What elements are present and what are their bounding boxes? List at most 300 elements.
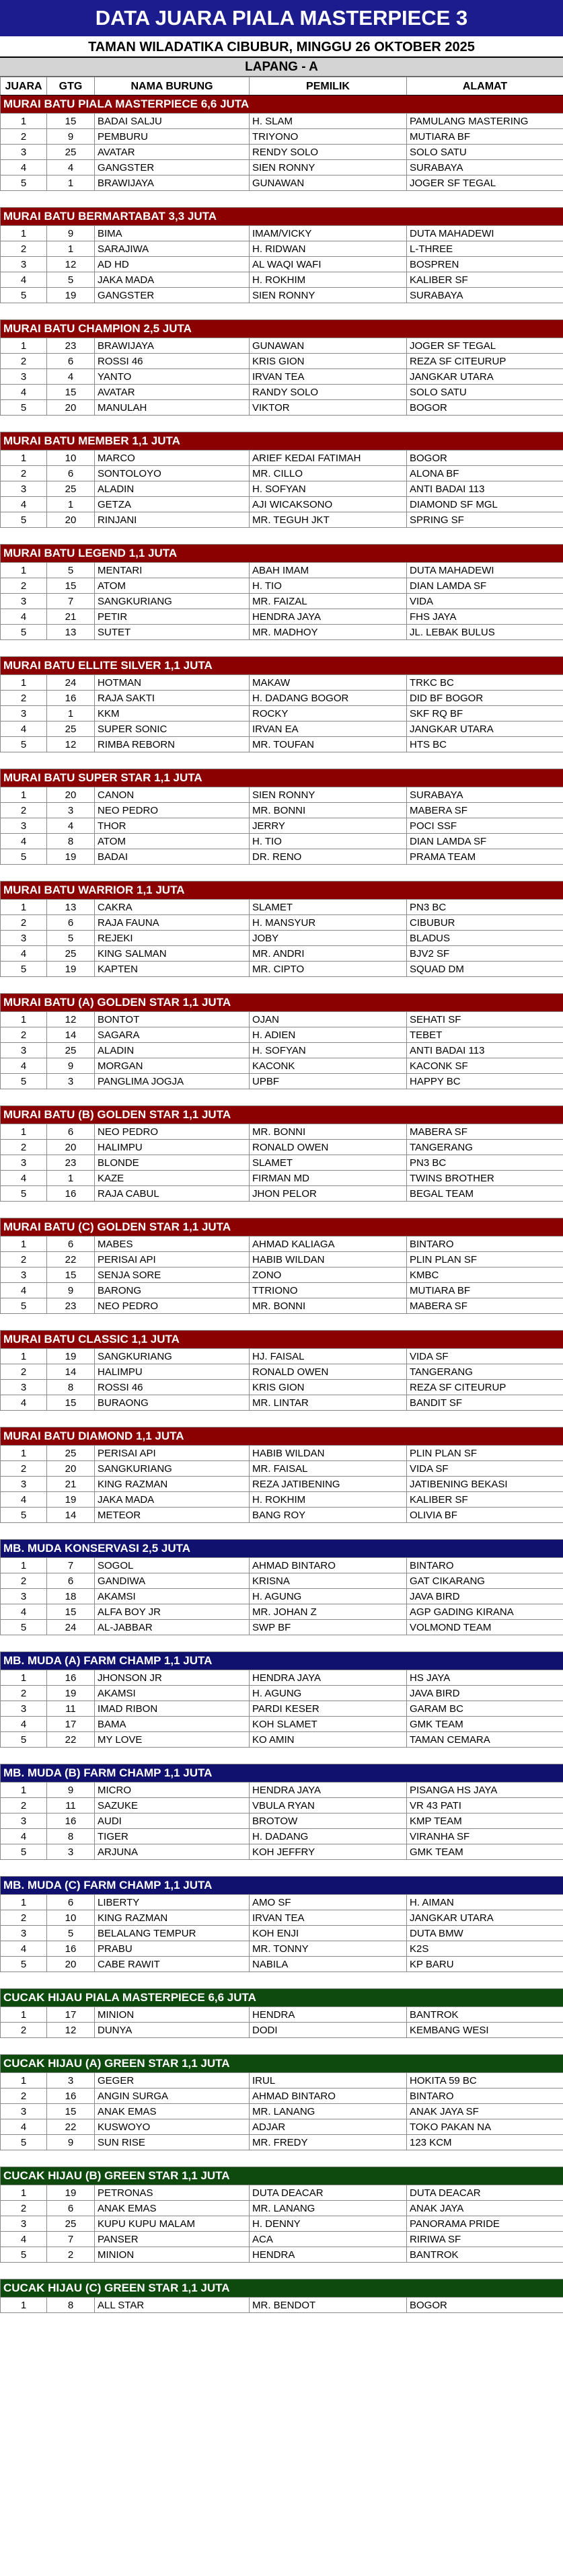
alamat-cell: HAPPY BC <box>407 1074 563 1089</box>
nama-burung-cell: MICRO <box>95 1783 250 1798</box>
nama-burung-cell: ANGIN SURGA <box>95 2089 250 2104</box>
section-title: MURAI BATU CLASSIC 1,1 JUTA <box>1 1331 563 1349</box>
juara-cell: 5 <box>1 288 47 303</box>
alamat-cell: VOLMOND TEAM <box>407 1620 563 1635</box>
nama-burung-cell: CABE RAWIT <box>95 1957 250 1972</box>
pemilik-cell: ARIEF KEDAI FATIMAH <box>250 451 407 466</box>
section-title: MURAI BATU MEMBER 1,1 JUTA <box>1 432 563 451</box>
table-row <box>1 594 563 609</box>
nama-burung-cell: KUPU KUPU MALAM <box>95 2216 250 2232</box>
gtg-cell: 24 <box>47 1620 95 1635</box>
table-row <box>1 1701 563 1717</box>
col-gtg: GTG <box>47 77 95 95</box>
juara-cell: 1 <box>1 1895 47 1910</box>
section-header <box>1 994 563 1012</box>
juara-cell: 4 <box>1 2119 47 2135</box>
juara-cell: 3 <box>1 2216 47 2232</box>
section-header <box>1 1989 563 2007</box>
section-title: MURAI BATU (A) GOLDEN STAR 1,1 JUTA <box>1 994 563 1012</box>
nama-burung-cell: PRABU <box>95 1941 250 1957</box>
juara-cell: 4 <box>1 1492 47 1508</box>
alamat-cell: DIAN LAMDA SF <box>407 834 563 849</box>
col-alamat: ALAMAT <box>407 77 563 95</box>
juara-cell: 5 <box>1 625 47 640</box>
gtg-cell: 6 <box>47 1237 95 1252</box>
nama-burung-cell: RIMBA REBORN <box>95 737 250 752</box>
section-header <box>1 1106 563 1124</box>
pemilik-cell: MR. MADHOY <box>250 625 407 640</box>
section-spacer <box>1 1860 563 1877</box>
juara-cell: 3 <box>1 1701 47 1717</box>
pemilik-cell: DUTA DEACAR <box>250 2185 407 2201</box>
gtg-cell: 1 <box>47 497 95 512</box>
pemilik-cell: AL WAQI WAFI <box>250 257 407 272</box>
juara-cell: 2 <box>1 803 47 818</box>
section-header <box>1 432 563 451</box>
alamat-cell: BINTARO <box>407 2089 563 2104</box>
pemilik-cell: AHMAD BINTARO <box>250 2089 407 2104</box>
alamat-cell: GAT CIKARANG <box>407 1573 563 1589</box>
alamat-cell: MABERA SF <box>407 1124 563 1140</box>
pemilik-cell: SLAMET <box>250 900 407 915</box>
gtg-cell: 4 <box>47 818 95 834</box>
alamat-cell: JAVA BIRD <box>407 1589 563 1604</box>
alamat-cell: GARAM BC <box>407 1701 563 1717</box>
gtg-cell: 20 <box>47 1957 95 1972</box>
juara-cell: 5 <box>1 1620 47 1635</box>
alamat-cell: PLIN PLAN SF <box>407 1446 563 1461</box>
gtg-cell: 25 <box>47 1446 95 1461</box>
pemilik-cell: MR. BENDOT <box>250 2298 407 2313</box>
section-header <box>1 1331 563 1349</box>
column-header-row <box>1 77 563 95</box>
table-row <box>1 1283 563 1298</box>
section-header <box>1 769 563 787</box>
juara-cell: 4 <box>1 1829 47 1844</box>
gtg-cell: 20 <box>47 400 95 416</box>
pemilik-cell: IRUL <box>250 2073 407 2089</box>
nama-burung-cell: KKM <box>95 706 250 721</box>
gtg-cell: 1 <box>47 241 95 257</box>
juara-cell: 5 <box>1 1074 47 1089</box>
juara-cell: 3 <box>1 1926 47 1941</box>
pemilik-cell: VBULA RYAN <box>250 1798 407 1813</box>
section-header <box>1 1428 563 1446</box>
table-row <box>1 1395 563 1411</box>
table-row <box>1 1813 563 1829</box>
juara-cell: 1 <box>1 1446 47 1461</box>
nama-burung-cell: ALADIN <box>95 1043 250 1058</box>
gtg-cell: 21 <box>47 1477 95 1492</box>
juara-cell: 1 <box>1 675 47 691</box>
juara-cell: 3 <box>1 1380 47 1395</box>
pemilik-cell: ACA <box>250 2232 407 2247</box>
juara-cell: 3 <box>1 931 47 946</box>
nama-burung-cell: REJEKI <box>95 931 250 946</box>
gtg-cell: 20 <box>47 787 95 803</box>
nama-burung-cell: KAPTEN <box>95 962 250 977</box>
juara-cell: 1 <box>1 2185 47 2201</box>
pemilik-cell: SIEN RONNY <box>250 160 407 175</box>
gtg-cell: 17 <box>47 1717 95 1732</box>
nama-burung-cell: MINION <box>95 2247 250 2263</box>
alamat-cell: VIDA <box>407 594 563 609</box>
pemilik-cell: H. TIO <box>250 578 407 594</box>
gtg-cell: 7 <box>47 594 95 609</box>
juara-cell: 5 <box>1 737 47 752</box>
col-nama-burung: NAMA BURUNG <box>95 77 250 95</box>
gtg-cell: 15 <box>47 2104 95 2119</box>
pemilik-cell: H. TIO <box>250 834 407 849</box>
gtg-cell: 6 <box>47 2201 95 2216</box>
alamat-cell: BANDIT SF <box>407 1395 563 1411</box>
gtg-cell: 8 <box>47 834 95 849</box>
section-spacer <box>1 1972 563 1989</box>
pemilik-cell: OJAN <box>250 1012 407 1027</box>
table-row <box>1 1074 563 1089</box>
pemilik-cell: MR. CIPTO <box>250 962 407 977</box>
nama-burung-cell: LIBERTY <box>95 1895 250 1910</box>
section-spacer <box>1 2038 563 2055</box>
table-row <box>1 385 563 400</box>
pemilik-cell: MR. TOUFAN <box>250 737 407 752</box>
juara-cell: 5 <box>1 962 47 977</box>
alamat-cell: HTS BC <box>407 737 563 752</box>
pemilik-cell: NABILA <box>250 1957 407 1972</box>
alamat-cell: ANAK JAYA SF <box>407 2104 563 2119</box>
table-row <box>1 1492 563 1508</box>
juara-cell: 4 <box>1 1283 47 1298</box>
nama-burung-cell: AVATAR <box>95 145 250 160</box>
juara-cell: 5 <box>1 1957 47 1972</box>
pemilik-cell: H. SOFYAN <box>250 481 407 497</box>
juara-cell: 1 <box>1 1012 47 1027</box>
gtg-cell: 9 <box>47 1283 95 1298</box>
pemilik-cell: ROCKY <box>250 706 407 721</box>
alamat-cell: ANAK JAYA <box>407 2201 563 2216</box>
pemilik-cell: H. SLAM <box>250 114 407 129</box>
table-row <box>1 1380 563 1395</box>
table-row <box>1 706 563 721</box>
juara-cell: 1 <box>1 114 47 129</box>
table-row <box>1 338 563 354</box>
pemilik-cell: RONALD OWEN <box>250 1140 407 1155</box>
table-row <box>1 1844 563 1860</box>
pemilik-cell: MR. LANANG <box>250 2104 407 2119</box>
pemilik-cell: FIRMAN MD <box>250 1171 407 1186</box>
gtg-cell: 10 <box>47 1910 95 1926</box>
table-row <box>1 1829 563 1844</box>
gtg-cell: 19 <box>47 1349 95 1364</box>
gtg-cell: 5 <box>47 1926 95 1941</box>
section-spacer <box>1 1635 563 1652</box>
alamat-cell: KEMBANG WESI <box>407 2023 563 2038</box>
alamat-cell: SQUAD DM <box>407 962 563 977</box>
table-row <box>1 451 563 466</box>
gtg-cell: 22 <box>47 2119 95 2135</box>
juara-cell: 4 <box>1 497 47 512</box>
alamat-cell: ANTI BADAI 113 <box>407 1043 563 1058</box>
section-header <box>1 882 563 900</box>
juara-cell: 4 <box>1 1171 47 1186</box>
table-row <box>1 1171 563 1186</box>
nama-burung-cell: CANON <box>95 787 250 803</box>
pemilik-cell: KRIS GION <box>250 354 407 369</box>
table-row <box>1 1461 563 1477</box>
table-row <box>1 2007 563 2023</box>
gtg-cell: 19 <box>47 849 95 865</box>
table-row <box>1 1349 563 1364</box>
nama-burung-cell: PERISAI API <box>95 1252 250 1267</box>
alamat-cell: BOGOR <box>407 400 563 416</box>
juara-cell: 1 <box>1 2007 47 2023</box>
section-header <box>1 2167 563 2185</box>
table-row <box>1 675 563 691</box>
gtg-cell: 17 <box>47 2007 95 2023</box>
nama-burung-cell: MARCO <box>95 451 250 466</box>
table-row <box>1 691 563 706</box>
gtg-cell: 6 <box>47 1895 95 1910</box>
alamat-cell: GMK TEAM <box>407 1717 563 1732</box>
nama-burung-cell: SANGKURIANG <box>95 1461 250 1477</box>
nama-burung-cell: SUN RISE <box>95 2135 250 2150</box>
pemilik-cell: MR. CILLO <box>250 466 407 481</box>
gtg-cell: 1 <box>47 175 95 191</box>
juara-cell: 5 <box>1 2135 47 2150</box>
alamat-cell: BOGOR <box>407 451 563 466</box>
gtg-cell: 16 <box>47 691 95 706</box>
nama-burung-cell: ARJUNA <box>95 1844 250 1860</box>
pemilik-cell: KOH SLAMET <box>250 1717 407 1732</box>
pemilik-cell: MR. BONNI <box>250 803 407 818</box>
gtg-cell: 22 <box>47 1732 95 1748</box>
table-row <box>1 787 563 803</box>
table-row <box>1 1124 563 1140</box>
section-title: CUCAK HIJAU PIALA MASTERPIECE 6,6 JUTA <box>1 1989 563 2007</box>
pemilik-cell: PARDI KESER <box>250 1701 407 1717</box>
section-title: MURAI BATU (C) GOLDEN STAR 1,1 JUTA <box>1 1218 563 1237</box>
nama-burung-cell: ANAK EMAS <box>95 2104 250 2119</box>
table-row <box>1 2089 563 2104</box>
nama-burung-cell: GANGSTER <box>95 288 250 303</box>
juara-cell: 3 <box>1 1477 47 1492</box>
alamat-cell: BINTARO <box>407 1558 563 1573</box>
juara-cell: 2 <box>1 1573 47 1589</box>
table-row <box>1 1186 563 1202</box>
nama-burung-cell: AKAMSI <box>95 1686 250 1701</box>
juara-cell: 2 <box>1 1686 47 1701</box>
pemilik-cell: SIEN RONNY <box>250 787 407 803</box>
section-spacer <box>1 752 563 769</box>
juara-cell: 1 <box>1 900 47 915</box>
nama-burung-cell: BRAWIJAYA <box>95 338 250 354</box>
alamat-cell: ALONA BF <box>407 466 563 481</box>
section-spacer <box>1 303 563 320</box>
gtg-cell: 8 <box>47 2298 95 2313</box>
juara-cell: 2 <box>1 691 47 706</box>
pemilik-cell: VIKTOR <box>250 400 407 416</box>
nama-burung-cell: RINJANI <box>95 512 250 528</box>
nama-burung-cell: PETRONAS <box>95 2185 250 2201</box>
alamat-cell: BOGOR <box>407 2298 563 2313</box>
nama-burung-cell: SANGKURIANG <box>95 1349 250 1364</box>
alamat-cell: JANGKAR UTARA <box>407 721 563 737</box>
juara-cell: 4 <box>1 1395 47 1411</box>
nama-burung-cell: BARONG <box>95 1283 250 1298</box>
pemilik-cell: MR. BONNI <box>250 1298 407 1314</box>
pemilik-cell: H. ADIEN <box>250 1027 407 1043</box>
nama-burung-cell: AUDI <box>95 1813 250 1829</box>
section-spacer <box>1 865 563 882</box>
juara-cell: 4 <box>1 1604 47 1620</box>
pemilik-cell: H. MANSYUR <box>250 915 407 931</box>
alamat-cell: AGP GADING KIRANA <box>407 1604 563 1620</box>
alamat-cell: SKF RQ BF <box>407 706 563 721</box>
pemilik-cell: H. DADANG BOGOR <box>250 691 407 706</box>
alamat-cell: BLADUS <box>407 931 563 946</box>
section-header <box>1 1540 563 1558</box>
gtg-cell: 24 <box>47 675 95 691</box>
table-row <box>1 2023 563 2038</box>
gtg-cell: 9 <box>47 2135 95 2150</box>
table-row <box>1 129 563 145</box>
juara-cell: 3 <box>1 1043 47 1058</box>
alamat-cell: VIDA SF <box>407 1349 563 1364</box>
gtg-cell: 1 <box>47 706 95 721</box>
gtg-cell: 4 <box>47 369 95 385</box>
section-header <box>1 657 563 675</box>
alamat-cell: MABERA SF <box>407 803 563 818</box>
juara-cell: 3 <box>1 1267 47 1283</box>
alamat-cell: BANTROK <box>407 2247 563 2263</box>
alamat-cell: MUTIARA BF <box>407 1283 563 1298</box>
table-row <box>1 962 563 977</box>
nama-burung-cell: HALIMPU <box>95 1140 250 1155</box>
gtg-cell: 14 <box>47 1508 95 1523</box>
alamat-cell: TANGERANG <box>407 1140 563 1155</box>
alamat-cell: JAVA BIRD <box>407 1686 563 1701</box>
juara-cell: 3 <box>1 369 47 385</box>
section-title: CUCAK HIJAU (A) GREEN STAR 1,1 JUTA <box>1 2055 563 2073</box>
gtg-cell: 7 <box>47 1558 95 1573</box>
table-row <box>1 900 563 915</box>
juara-cell: 3 <box>1 145 47 160</box>
nama-burung-cell: BADAI SALJU <box>95 114 250 129</box>
pemilik-cell: SLAMET <box>250 1155 407 1171</box>
gtg-cell: 19 <box>47 288 95 303</box>
nama-burung-cell: MABES <box>95 1237 250 1252</box>
alamat-cell: JATIBENING BEKASI <box>407 1477 563 1492</box>
page-title: DATA JUARA PIALA MASTERPIECE 3 <box>0 0 563 36</box>
table-row <box>1 1798 563 1813</box>
juara-cell: 2 <box>1 466 47 481</box>
table-row <box>1 466 563 481</box>
table-row <box>1 2119 563 2135</box>
section-spacer <box>1 416 563 432</box>
table-row <box>1 946 563 962</box>
pemilik-cell: HENDRA <box>250 2247 407 2263</box>
table-row <box>1 834 563 849</box>
alamat-cell: VIDA SF <box>407 1461 563 1477</box>
table-row <box>1 1783 563 1798</box>
results-body <box>1 95 563 2313</box>
pemilik-cell: HJ. FAISAL <box>250 1349 407 1364</box>
juara-cell: 3 <box>1 1813 47 1829</box>
table-row <box>1 1732 563 1748</box>
nama-burung-cell: METEOR <box>95 1508 250 1523</box>
nama-burung-cell: ALADIN <box>95 481 250 497</box>
gtg-cell: 15 <box>47 1267 95 1283</box>
juara-cell: 1 <box>1 451 47 466</box>
table-row <box>1 2201 563 2216</box>
gtg-cell: 14 <box>47 1027 95 1043</box>
juara-cell: 3 <box>1 1589 47 1604</box>
nama-burung-cell: PEMBURU <box>95 129 250 145</box>
nama-burung-cell: BLONDE <box>95 1155 250 1171</box>
nama-burung-cell: ATOM <box>95 834 250 849</box>
section-header <box>1 1218 563 1237</box>
nama-burung-cell: SENJA SORE <box>95 1267 250 1283</box>
table-row <box>1 1043 563 1058</box>
section-title: MURAI BATU PIALA MASTERPIECE 6,6 JUTA <box>1 95 563 114</box>
nama-burung-cell: BRAWIJAYA <box>95 175 250 191</box>
gtg-cell: 3 <box>47 2073 95 2089</box>
nama-burung-cell: HOTMAN <box>95 675 250 691</box>
pemilik-cell: BANG ROY <box>250 1508 407 1523</box>
table-row <box>1 369 563 385</box>
alamat-cell: JANGKAR UTARA <box>407 1910 563 1926</box>
nama-burung-cell: MINION <box>95 2007 250 2023</box>
alamat-cell: TWINS BROTHER <box>407 1171 563 1186</box>
nama-burung-cell: KING RAZMAN <box>95 1477 250 1492</box>
alamat-cell: DUTA DEACAR <box>407 2185 563 2201</box>
juara-cell: 4 <box>1 1058 47 1074</box>
lapang-label: LAPANG - A <box>0 58 563 77</box>
alamat-cell: TEBET <box>407 1027 563 1043</box>
nama-burung-cell: ANAK EMAS <box>95 2201 250 2216</box>
juara-cell: 3 <box>1 818 47 834</box>
table-row <box>1 1012 563 1027</box>
section-title: MURAI BATU CHAMPION 2,5 JUTA <box>1 320 563 338</box>
gtg-cell: 19 <box>47 962 95 977</box>
pemilik-cell: MR. BONNI <box>250 1124 407 1140</box>
section-spacer <box>1 2150 563 2167</box>
gtg-cell: 5 <box>47 272 95 288</box>
table-row <box>1 354 563 369</box>
nama-burung-cell: HALIMPU <box>95 1364 250 1380</box>
gtg-cell: 9 <box>47 226 95 241</box>
gtg-cell: 25 <box>47 721 95 737</box>
gtg-cell: 10 <box>47 451 95 466</box>
alamat-cell: DIAMOND SF MGL <box>407 497 563 512</box>
alamat-cell: PANORAMA PRIDE <box>407 2216 563 2232</box>
pemilik-cell: H. AGUNG <box>250 1589 407 1604</box>
nama-burung-cell: SOGOL <box>95 1558 250 1573</box>
alamat-cell: HOKITA 59 BC <box>407 2073 563 2089</box>
alamat-cell: SURABAYA <box>407 288 563 303</box>
alamat-cell: OLIVIA BF <box>407 1508 563 1523</box>
nama-burung-cell: KING SALMAN <box>95 946 250 962</box>
pemilik-cell: HENDRA JAYA <box>250 1783 407 1798</box>
table-row <box>1 1155 563 1171</box>
juara-cell: 4 <box>1 609 47 625</box>
pemilik-cell: REZA JATIBENING <box>250 1477 407 1492</box>
juara-cell: 2 <box>1 1252 47 1267</box>
gtg-cell: 16 <box>47 1670 95 1686</box>
alamat-cell: SOLO SATU <box>407 145 563 160</box>
juara-cell: 1 <box>1 1783 47 1798</box>
gtg-cell: 12 <box>47 2023 95 2038</box>
